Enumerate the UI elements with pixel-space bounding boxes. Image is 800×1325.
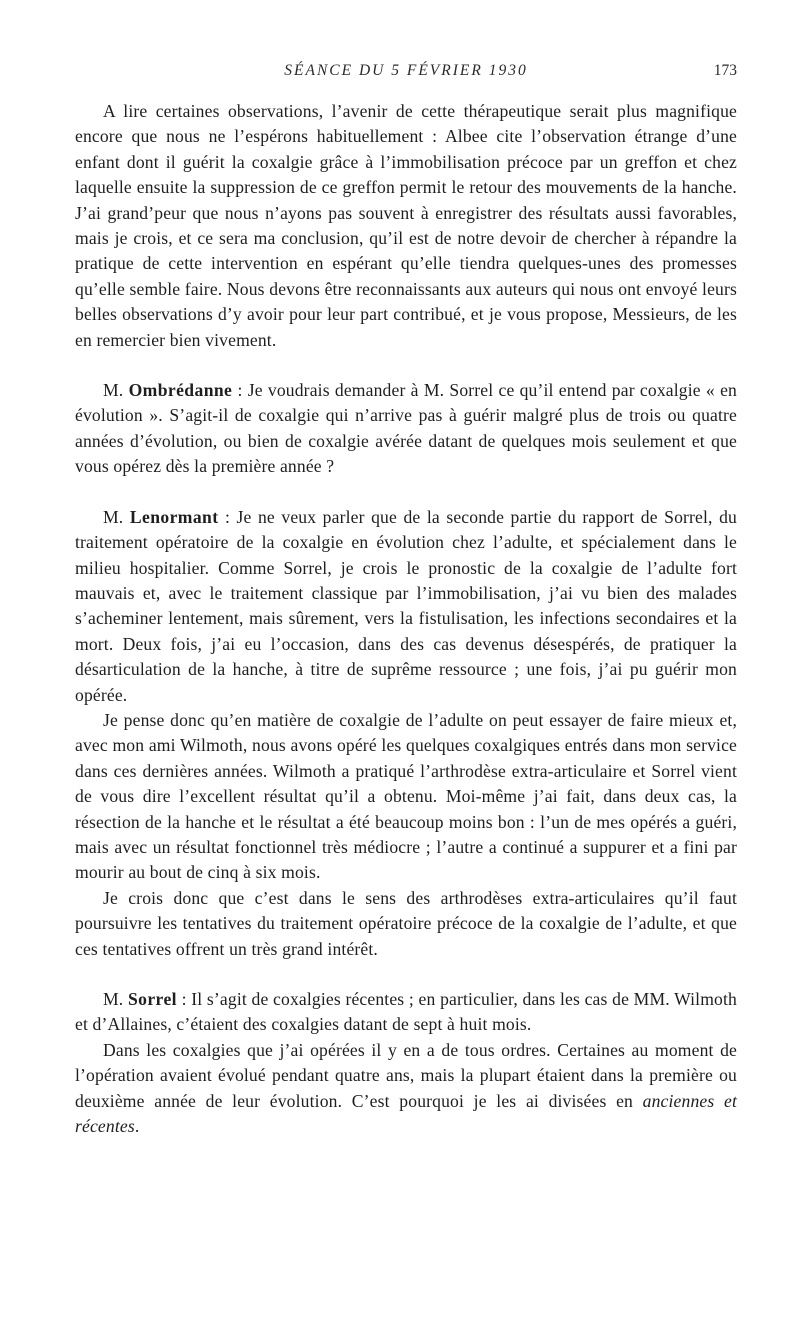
- paragraph-ombredanne: M. Ombrédanne : Je voudrais demander à M. Sorrel ce qu’il entend par coxalgie « en évolution ». S’agit-il de coxalgie qui n’arrive pas à guérir malgré plus de trois ou quatre années d’évolution, ou bien de coxalgie avérée datant de quelques mois seulement et que vous opérez dès la première année ?: [75, 380, 737, 477]
- speaker-prefix: M.: [103, 380, 124, 401]
- running-title: SÉANCE DU 5 FÉVRIER 1930: [284, 62, 528, 79]
- paragraph-sorrel: M. Sorrel : Il s’agit de coxalgies récentes ; en particulier, dans les cas de MM. Wilmoth et d’Allaines, c’étaient des coxalgies datant de sept à huit mois.: [75, 989, 737, 1035]
- body-text: [75, 99, 737, 1139]
- italic-phrase: anciennes et récentes: [75, 1090, 737, 1137]
- running-header: [75, 62, 737, 84]
- paragraph-albee-conclusion: A lire certaines observations, l’avenir de cette thérapeutique serait plus magnifique encore que nous ne l’espérons habituellement : Albee cite l’observation étrange d’une enfant dont il guérit la coxalgie grâce à l’immobilisation précoce par un greffon et chez laquelle ensuite la suppression de ce greffon permit le retour des mouvements de la hanche. J’ai grand’peur que nous n’ayons pas souvent à enregistrer des résultats aussi favorables, mais je crois, et ce sera ma conclusion, qu’il est de notre devoir de chercher à répandre la pratique de cette intervention en espérant qu’elle tiendra quelques-unes des promesses qu’elle semble faire. Nous devons être reconnaissants aux auteurs qui nous ont envoyé leurs belles observations d’y avoir pour leur part contribué, et je vous propose, Messieurs, de les en remercier bien vivement.: [75, 101, 737, 350]
- paragraph-lenormant: M. Lenormant : Je ne veux parler que de la seconde partie du rapport de Sorrel, du traitement opératoire de la coxalgie en évolution chez l’adulte, et spécialement dans le milieu hospitalier. Comme Sorrel, je crois le pronostic de la coxalgie de l’adulte fort mauvais et, avec le traitement classique par l’immobilisation, j’ai vu bien des malades s’acheminer lentement, mais sûrement, vers la fistulisation, les infections secondaires et la mort. Deux fois, j’ai eu l’occasion, dans des cas devenus désespérés, de pratiquer la désarticulation de la hanche, à titre de suprême ressource ; une fois, j’ai pu guérir mon opérée.: [75, 506, 737, 705]
- page-number: 173: [713, 62, 737, 79]
- speaker-prefix: M.: [103, 506, 124, 527]
- speaker-name: Sorrel: [127, 989, 177, 1009]
- speaker-name: Lenormant: [129, 506, 219, 527]
- paragraph-lenormant-conclusion: Je crois donc que c’est dans le sens des arthrodèses extra-articulaires qu’il faut poursuivre les tentatives du traitement opératoire précoce de la coxalgie de l’adulte, et que ces tentatives offrent un très grand intérêt.: [75, 887, 737, 959]
- speaker-prefix: M.: [103, 989, 124, 1009]
- paragraph-lenormant-continued: Je pense donc qu’en matière de coxalgie de l’adulte on peut essayer de faire mieux et, avec mon ami Wilmoth, nous avons opéré les quelques coxalgiques entrés dans mon service dans ces dernières années. Wilmoth a pratiqué l’arthrodèse extra-articulaire et Sorrel vient de vous dire l’excellent résultat qu’il a obtenu. Moi-même j’ai fait, dans deux cas, la résection de la hanche et le résultat a été beaucoup moins bon : l’un de mes opérés a guéri, mais avec un résultat fonctionnel très médiocre ; l’autre a continué a suppurer et a fini par mourir au bout de cinq à six mois.: [75, 709, 737, 883]
- paragraph-sorrel-continued: Dans les coxalgies que j’ai opérées il y en a de tous ordres. Certaines au moment de l’opération avaient évolué pendant quatre ans, mais la plupart étaient dans la première ou deuxième année de leur évolution. C’est pourquoi je les ai divisées en anciennes et récentes.: [75, 1039, 737, 1137]
- speaker-name: Ombrédanne: [128, 380, 233, 401]
